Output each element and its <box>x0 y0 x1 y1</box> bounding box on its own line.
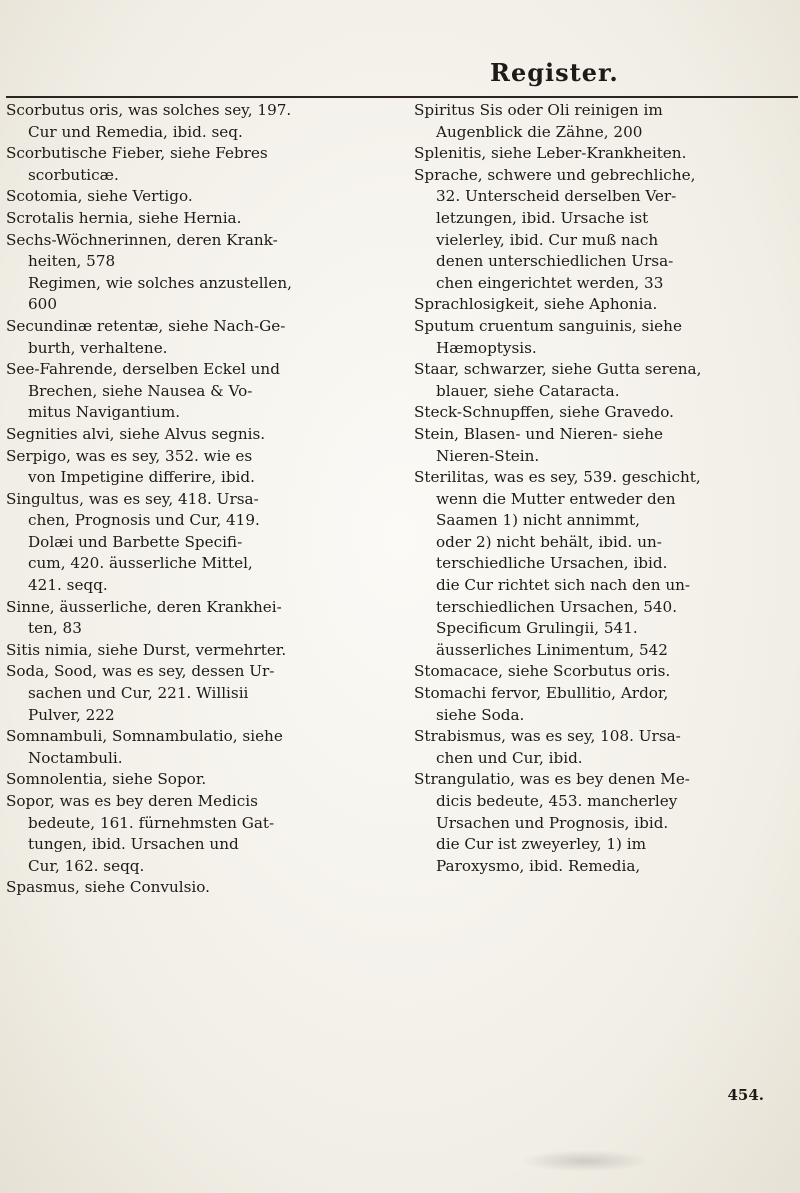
index-entry <box>414 100 794 143</box>
entry-headword-line: See-Fahrende, derselben Eckel und <box>6 360 280 379</box>
entry-continuation-line: Noctambuli. <box>28 748 123 767</box>
entry-continuation-line: die Cur richtet sich nach den un- <box>436 576 691 595</box>
index-entry <box>414 402 794 424</box>
entry-headword-line: Strabismus, was es sey, 108. Ursa- <box>414 727 681 746</box>
index-entry <box>6 791 398 877</box>
index-entry <box>6 208 398 230</box>
index-entry <box>6 186 398 208</box>
entry-headword-line: Sopor, was es bey deren Medicis <box>6 792 258 810</box>
entry-headword-line: Sinne, äusserliche, deren Krankhei- <box>6 597 282 616</box>
entry-headword-line: Stomacace, siehe Scorbutus oris. <box>414 662 671 681</box>
index-entry <box>6 661 398 726</box>
entry-headword-line: Soda, Sood, was es sey, dessen Ur- <box>6 662 275 681</box>
index-entry <box>414 165 794 295</box>
entry-continuation-line: chen eingerichtet werden, 33 <box>436 273 664 292</box>
entry-headword-line: Scorbutische Fieber, siehe Febres <box>6 144 268 163</box>
entry-continuation-line: 421. seqq. <box>28 576 108 595</box>
entry-continuation-line: vielerley, ibid. Cur muß nach <box>436 230 659 249</box>
entry-continuation-line: die Cur ist zweyerley, 1) im <box>436 835 647 854</box>
entry-headword-line: Sitis nimia, siehe Durst, vermehrter. <box>6 640 287 659</box>
entry-continuation-line: heiten, 578 <box>28 252 116 271</box>
entry-continuation-line: Saamen 1) nicht annimmt, <box>436 511 640 530</box>
index-entry <box>414 143 794 165</box>
entry-headword-line: Singultus, was es sey, 418. Ursa- <box>6 489 259 508</box>
entry-continuation-line: tungen, ibid. Ursachen und <box>28 835 239 854</box>
entry-headword-line: Sprache, schwere und gebrechliche, <box>414 165 696 184</box>
index-entry <box>414 294 794 316</box>
page-header: Register. <box>490 58 619 87</box>
entry-headword-line: Scrotalis hernia, siehe Hernia. <box>6 208 242 227</box>
entry-headword-line: Splenitis, siehe Leber-Krankheiten. <box>414 144 687 163</box>
index-entry <box>6 143 398 186</box>
entry-continuation-line: Nieren-Stein. <box>436 446 540 465</box>
index-column-left <box>6 100 398 899</box>
entry-headword-line: Somnambuli, Somnambulatio, siehe <box>6 727 283 746</box>
entry-headword-line: Sprachlosigkeit, siehe Aphonia. <box>414 295 658 314</box>
index-entry <box>414 467 794 661</box>
entry-headword-line: Sputum cruentum sanguinis, siehe <box>414 316 682 335</box>
header-rule <box>6 96 798 98</box>
index-column-right <box>414 100 794 877</box>
entry-headword-line: Scorbutus oris, was solches sey, 197. <box>6 101 292 119</box>
entry-headword-line: Sterilitas, was es sey, 539. geschicht, <box>414 468 701 487</box>
index-entry <box>414 424 794 467</box>
entry-headword-line: Segnities alvi, siehe Alvus segnis. <box>6 424 266 443</box>
entry-headword-line: Stein, Blasen- und Nieren- siehe <box>414 424 664 443</box>
index-entry <box>6 640 398 662</box>
entry-headword-line: Strangulatio, was es bey denen Me- <box>414 770 690 789</box>
entry-continuation-line: Augenblick die Zähne, 200 <box>436 122 643 141</box>
entry-headword-line: Scotomia, siehe Vertigo. <box>6 187 193 206</box>
entry-continuation-line: Paroxysmo, ibid. Remedia, <box>436 856 641 875</box>
entry-headword-line: Secundinæ retentæ, siehe Nach-Ge- <box>6 316 286 335</box>
entry-headword-line: Spasmus, siehe Convulsio. <box>6 878 210 897</box>
index-entry <box>414 359 794 402</box>
entry-continuation-line: bedeute, 161. fürnehmsten Gat- <box>28 813 275 832</box>
entry-headword-line: Staar, schwarzer, siehe Gutta serena, <box>414 360 702 379</box>
entry-continuation-line: chen und Cur, ibid. <box>436 748 583 767</box>
entry-continuation-line: Cur, 162. seqq. <box>28 856 145 875</box>
entry-headword-line: Somnolentia, siehe Sopor. <box>6 770 207 789</box>
entry-continuation-line: chen, Prognosis und Cur, 419. <box>28 511 260 530</box>
entry-headword-line: Sechs-Wöchnerinnen, deren Krank- <box>6 230 278 249</box>
entry-continuation-line: ten, 83 <box>28 619 82 638</box>
index-entry <box>6 100 398 143</box>
entry-continuation-line: dicis bedeute, 453. mancherley <box>436 792 678 810</box>
index-entry <box>6 359 398 424</box>
entry-continuation-line: von Impetigine differire, ibid. <box>28 468 255 487</box>
entry-continuation-line: blauer, siehe Cataracta. <box>436 381 620 400</box>
index-entry <box>6 597 398 640</box>
entry-continuation-line: scorbuticæ. <box>28 165 119 184</box>
entry-continuation-line: Hæmoptysis. <box>436 338 537 357</box>
entry-continuation-line: 32. Unterscheid derselben Ver- <box>436 187 677 206</box>
entry-continuation-line: terschiedliche Ursachen, ibid. <box>436 554 668 573</box>
index-entry <box>414 316 794 359</box>
index-entry <box>414 726 794 769</box>
index-entry <box>6 769 398 791</box>
entry-continuation-line: Regimen, wie solches anzustellen, <box>28 273 293 292</box>
entry-continuation-line: sachen und Cur, 221. Willisii <box>28 684 249 703</box>
index-entry <box>6 726 398 769</box>
entry-continuation-line: mitus Navigantium. <box>28 403 181 422</box>
entry-continuation-line: Cur und Remedia, ibid. seq. <box>28 122 243 141</box>
index-entry <box>6 424 398 446</box>
entry-headword-line: Spiritus Sis oder Oli reinigen im <box>414 101 663 119</box>
entry-continuation-line: Brechen, siehe Nausea & Vo- <box>28 381 253 400</box>
index-entry <box>6 230 398 316</box>
entry-continuation-line: Specificum Grulingii, 541. <box>436 619 638 638</box>
index-entry <box>414 769 794 877</box>
entry-continuation-line: letzungen, ibid. Ursache ist <box>436 208 649 227</box>
catchword: 454. <box>727 1086 764 1104</box>
entry-continuation-line: wenn die Mutter entweder den <box>436 489 676 508</box>
entry-continuation-line: oder 2) nicht behält, ibid. un- <box>436 532 662 551</box>
ink-smudge <box>520 1150 650 1172</box>
entry-continuation-line: Dolæi und Barbette Specifi- <box>28 532 243 551</box>
index-entry <box>6 489 398 597</box>
entry-headword-line: Stomachi fervor, Ebullitio, Ardor, <box>414 684 669 703</box>
entry-continuation-line: terschiedlichen Ursachen, 540. <box>436 597 678 616</box>
entry-headword-line: Serpigo, was es sey, 352. wie es <box>6 446 253 465</box>
entry-continuation-line: Pulver, 222 <box>28 705 115 724</box>
entry-continuation-line: burth, verhaltene. <box>28 338 168 357</box>
entry-headword-line: Steck-Schnupffen, siehe Gravedo. <box>414 403 674 422</box>
index-entry <box>6 446 398 489</box>
index-entry <box>414 683 794 726</box>
entry-continuation-line: Ursachen und Prognosis, ibid. <box>436 813 669 832</box>
entry-continuation-line: 600 <box>28 295 57 314</box>
entry-continuation-line: cum, 420. äusserliche Mittel, <box>28 554 253 573</box>
entry-continuation-line: siehe Soda. <box>436 705 525 724</box>
index-entry <box>6 877 398 899</box>
index-entry <box>414 661 794 683</box>
entry-continuation-line: äusserliches Linimentum, 542 <box>436 640 668 659</box>
entry-continuation-line: denen unterschiedlichen Ursa- <box>436 252 674 271</box>
index-entry <box>6 316 398 359</box>
